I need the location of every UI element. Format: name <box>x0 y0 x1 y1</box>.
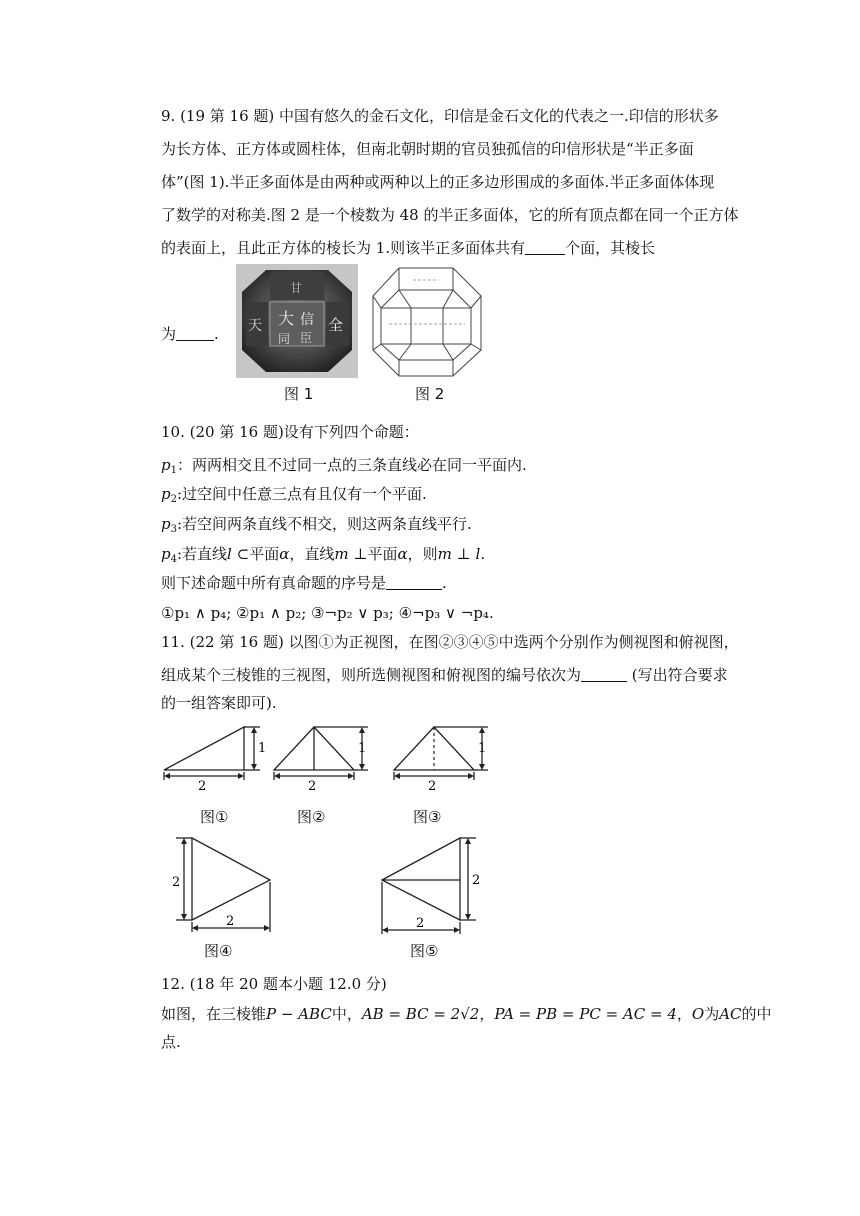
q10-p3 <box>161 514 472 540</box>
q11-line-2-text: 组成某个三棱锥的三视图，则所选侧视图和俯视图的编号依次为 <box>161 666 582 684</box>
seal-char-6: 全 <box>328 316 344 334</box>
fig4-dim-2-vertical: 2 <box>172 875 181 890</box>
fig5-dim-2-horizontal: 2 <box>416 916 425 931</box>
p4-l: l <box>227 545 232 563</box>
p2-symbol: $p_2$ <box>161 485 177 505</box>
q9-blank-edge <box>176 326 214 341</box>
q9-line-6-text: 为 <box>161 325 177 343</box>
p4-symbol: $p_4$ <box>161 545 177 565</box>
p4-text-e: ，则 <box>407 545 438 563</box>
q9-line-6-end: . <box>214 325 219 343</box>
q12-line-2: 点. <box>161 1033 181 1051</box>
caption-fig-3: 图③ <box>413 808 442 826</box>
q9-line-4: 了数学的对称美.图 2 是一个棱数为 48 的半正多面体，它的所有顶点都在同一个正方体 <box>161 206 739 224</box>
seal-char-2: 信 <box>300 312 314 328</box>
fig-5-triangle <box>378 834 488 938</box>
q11-blank <box>581 667 627 682</box>
q12-line-1 <box>161 1004 772 1024</box>
p2-text: :过空间中任意三点有且仅有一个平面. <box>176 485 427 503</box>
q11-line-2-end: (写出符合要求 <box>627 666 728 684</box>
seal-char-5: 甘 <box>290 281 303 295</box>
fig5-dim-2-vertical: 2 <box>472 873 481 888</box>
p4-conclusion: m ⊥ l <box>437 545 481 563</box>
q11-line-3: 的一组答案即可). <box>161 694 277 712</box>
caption-fig-2: 图② <box>297 808 326 826</box>
fig2-dim-1: 1 <box>358 741 367 756</box>
caption-fig-5: 图⑤ <box>410 942 439 960</box>
q9-line-5 <box>161 238 655 258</box>
q10-question-end: . <box>442 574 447 592</box>
q11-line-1: 11. (22 第 16 题) 以图①为正视图，在图②③④⑤中选两个分别作为侧视图和俯视图， <box>161 633 739 651</box>
p3-text: :若空间两条直线不相交，则这两条直线平行. <box>176 515 472 533</box>
seal-char-7: 天 <box>248 318 262 334</box>
fig3-dim-1: 1 <box>478 741 487 756</box>
fig-1-right-triangle <box>160 722 268 792</box>
seal-photo <box>236 264 358 378</box>
fig2-caption: 图 2 <box>415 385 445 403</box>
q10-question <box>161 573 447 593</box>
p4-text-d: 平面 <box>367 545 398 563</box>
q9-line-6 <box>161 324 219 344</box>
p1-symbol: $p_1$ <box>161 456 177 476</box>
q10-p1 <box>161 455 527 481</box>
p4-text-a: :若直线 <box>176 545 228 563</box>
q10-blank <box>386 575 442 590</box>
polyhedron-diagram <box>369 264 485 380</box>
q12-text-g: ， <box>676 1005 692 1023</box>
q10-options: ①p₁ ∧ p₄; ②p₁ ∧ p₂; ③¬p₂ ∨ p₃; ④¬p₃ ∨ ¬p₄. <box>161 604 494 622</box>
p4-text-c: ，直线 <box>289 545 335 563</box>
seal-char-4: 同 <box>278 332 291 346</box>
caption-fig-1: 图① <box>200 808 229 826</box>
q12-title: 12. (18 年 20 题本小题 12.0 分) <box>161 975 387 993</box>
q12-pa-pb: PA = PB = PC = AC = 4 <box>494 1005 677 1023</box>
q11-line-2 <box>161 665 728 685</box>
q12-ab-bc: AB = BC = 2√2 <box>361 1005 480 1023</box>
fig1-dim-2: 2 <box>198 779 207 792</box>
q12-ac: AC <box>719 1005 742 1023</box>
fig-2-isosceles-triangle <box>268 722 372 792</box>
fig-3-isosceles-dashed <box>388 722 492 792</box>
fig3-dim-2: 2 <box>428 779 437 792</box>
fig4-dim-2-horizontal: 2 <box>226 914 235 929</box>
q12-text-a: 如图，在三棱锥 <box>161 1005 267 1023</box>
q12-text-e: ， <box>479 1005 495 1023</box>
q10-title: 10. (20 第 16 题)设有下列四个命题： <box>161 423 419 441</box>
q12-text-i: 为 <box>704 1005 720 1023</box>
seal-char-3: 臣 <box>300 331 313 345</box>
fig-4-triangle <box>168 834 278 938</box>
fig1-caption: 图 1 <box>284 385 314 403</box>
q9-line-2: 为长方体、正方体或圆柱体，但南北朝时期的官员独孤信的印信形状是“半正多面 <box>161 140 694 158</box>
fig1-dim-1: 1 <box>258 741 267 756</box>
q12-text-c: 中， <box>331 1005 362 1023</box>
seal-char-1: 大 <box>278 309 295 328</box>
q9-line-3: 体”(图 1).半正多面体是由两种或两种以上的正多边形围成的多面体.半正多面体体现 <box>161 173 715 191</box>
p4-text-b: 平面 <box>249 545 280 563</box>
q9-line-5-end: 个面，其棱长 <box>565 239 656 257</box>
q10-p4: $p_4$:若直线l ⊂平面α，直线m ⊥平面α，则m ⊥ l. <box>161 545 486 565</box>
p4-alpha: α <box>279 545 290 563</box>
q10-question-text: 则下述命题中所有真命题的序号是 <box>161 574 387 592</box>
caption-fig-4: 图④ <box>204 942 233 960</box>
q10-p2 <box>161 484 427 510</box>
q9-line-1: 9. (19 第 16 题) 中国有悠久的金石文化，印信是金石文化的代表之一.印信的形状多 <box>161 107 719 125</box>
q12-pyramid: P − ABC <box>266 1005 332 1023</box>
q9-line-5-text: 的表面上，且此正方体的棱长为 1.则该半正多面体共有 <box>161 239 526 257</box>
p3-symbol: $p_3$ <box>161 515 177 535</box>
q9-blank-faces <box>525 240 565 255</box>
p1-text: ：两两相交且不过同一点的三条直线必在同一平面内. <box>176 456 527 474</box>
p4-alpha-2: α <box>397 545 408 563</box>
fig2-dim-2: 2 <box>308 779 317 792</box>
q12-text-k: 的中 <box>741 1005 772 1023</box>
q12-o: O <box>691 1005 705 1023</box>
p4-m: m <box>334 545 349 563</box>
